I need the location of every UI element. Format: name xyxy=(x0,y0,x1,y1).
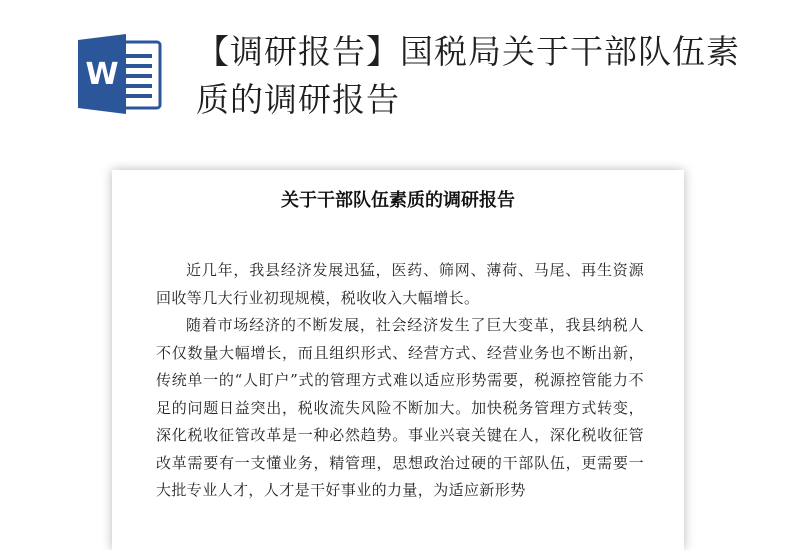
page-title: 【调研报告】国税局关于干部队伍素质的调研报告 xyxy=(196,32,740,119)
paragraph: 随着市场经济的不断发展，社会经济发生了巨大变革，我县纳税人不仅数量大幅增长，而且组织形式、经营方式、经营业务也不断出新，传统单一的“人盯户”式的管理方式难以适应形势需要，税源控管能力不足的问题日益突出，税收流失风险不断加大。加快税务管理方式转变，深化税收征管改革是一种必然趋势。事业兴衰关键在人，深化税收征管改革需要有一支懂业务，精管理，思想政治过硬的干部队伍，更需要一大批专业人才，人才是干好事业的力量，为适应新形势 xyxy=(156,316,644,499)
document-title: 关于干部队伍素质的调研报告 xyxy=(281,190,515,211)
document-page xyxy=(112,170,684,550)
word-document-icon xyxy=(78,34,164,114)
document-body xyxy=(156,257,644,505)
svg-text:W: W xyxy=(85,57,119,92)
paragraph: 近几年，我县经济发展迅猛，医药、筛网、薄荷、马尾、再生资源回收等几大行业初现规模，税收收入大幅增长。 xyxy=(156,261,644,307)
page-header xyxy=(0,0,800,160)
